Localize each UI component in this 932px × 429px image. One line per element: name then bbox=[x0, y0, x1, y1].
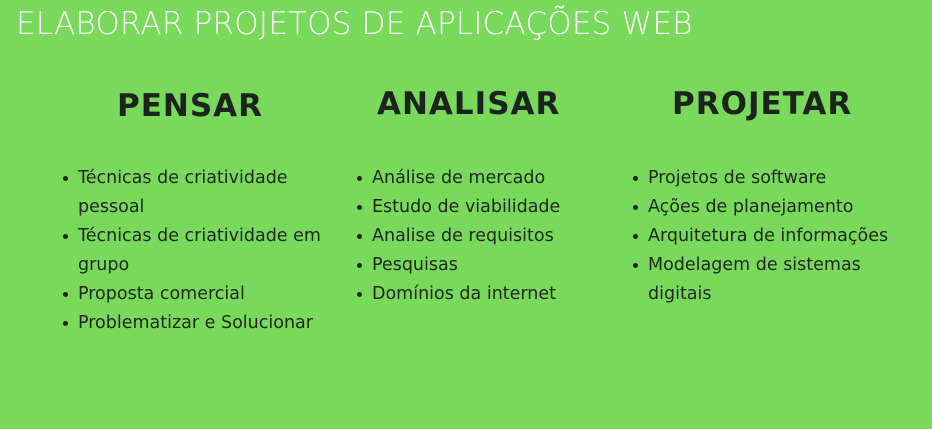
list-item: Técnicas de criatividade em grupo bbox=[62, 222, 324, 280]
list-item: Projetos de software bbox=[632, 164, 922, 193]
list-item: Estudo de viabilidade bbox=[356, 193, 606, 222]
column-heading: PROJETAR bbox=[672, 86, 853, 122]
list-item: Proposta comercial bbox=[62, 280, 324, 309]
bullet-list bbox=[632, 164, 922, 309]
list-item: Pesquisas bbox=[356, 251, 606, 280]
list-item: Técnicas de criatividade pessoal bbox=[62, 164, 324, 222]
list-item: Domínios da internet bbox=[356, 280, 606, 309]
page-title: ELABORAR PROJETOS DE APLICAÇÕES WEB bbox=[16, 6, 693, 42]
bullet-list bbox=[356, 164, 606, 309]
list-item: Ações de planejamento bbox=[632, 193, 922, 222]
bullet-list bbox=[62, 164, 324, 338]
list-item: Problematizar e Solucionar bbox=[62, 309, 324, 338]
column-heading: PENSAR bbox=[117, 88, 264, 124]
list-item: Modelagem de sistemas digitais bbox=[632, 251, 922, 309]
list-item: Analise de requisitos bbox=[356, 222, 606, 251]
list-item: Análise de mercado bbox=[356, 164, 606, 193]
column-heading: ANALISAR bbox=[377, 86, 561, 122]
list-item: Arquitetura de informações bbox=[632, 222, 922, 251]
